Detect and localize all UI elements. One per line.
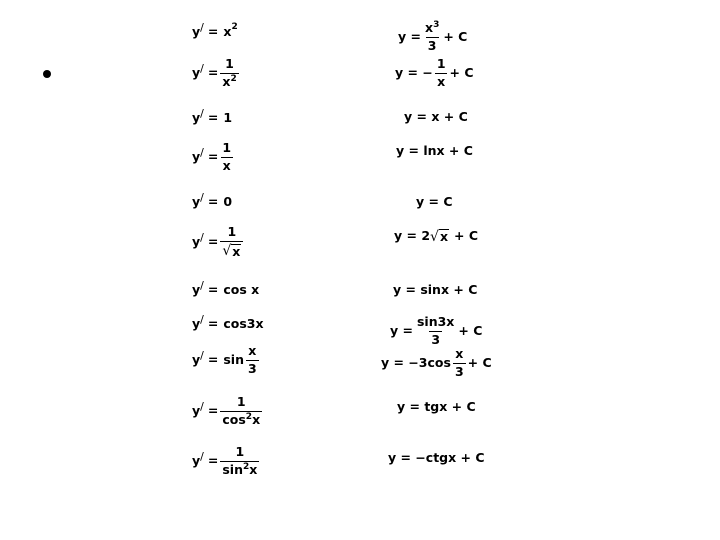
exponent: 2 xyxy=(242,461,250,472)
constant: + C xyxy=(467,354,492,370)
derivative-9 xyxy=(192,345,261,375)
prime-mark: / xyxy=(200,449,204,463)
rhs: 1 xyxy=(223,110,233,125)
antiderivative-1 xyxy=(398,22,467,53)
function-name: sin xyxy=(223,351,244,367)
rhs: x xyxy=(223,24,232,39)
prime-mark: / xyxy=(200,145,204,159)
antiderivative-8 xyxy=(390,316,482,346)
square-root xyxy=(222,244,241,259)
rhs: cos3x xyxy=(223,316,264,331)
numerator: 1 xyxy=(236,394,246,409)
lhs: y = −3cos xyxy=(381,354,451,370)
prime-mark: / xyxy=(200,278,204,292)
denominator xyxy=(220,461,259,477)
lhs: y xyxy=(192,282,201,297)
exponent: 2 xyxy=(230,73,237,84)
equation: y = x + C xyxy=(404,109,468,124)
exponent: 2 xyxy=(245,411,253,422)
numerator: 1 xyxy=(436,56,446,71)
denominator: 3 xyxy=(427,38,437,53)
equation: y = tgx + C xyxy=(397,399,476,414)
bullet-dot xyxy=(43,70,51,78)
equals: = xyxy=(207,194,219,209)
equals: = xyxy=(207,403,219,418)
equals: = xyxy=(207,282,219,297)
denominator: 3 xyxy=(431,331,441,347)
lhs: y xyxy=(192,403,201,418)
denominator: x xyxy=(222,157,231,173)
fraction xyxy=(220,446,259,477)
lhs: y xyxy=(192,316,201,331)
derivative-11 xyxy=(192,446,261,477)
antiderivative-6 xyxy=(394,229,478,244)
equals: = xyxy=(207,148,219,164)
equation: y = lnx + C xyxy=(396,143,473,158)
lhs: y xyxy=(192,110,201,125)
equation: y = C xyxy=(416,194,453,209)
prime-mark: / xyxy=(200,20,204,34)
prime-mark: / xyxy=(200,348,204,362)
radicand: x xyxy=(439,229,449,244)
denominator xyxy=(220,241,243,259)
fraction xyxy=(220,58,238,89)
denominator xyxy=(220,73,238,89)
constant: + C xyxy=(458,322,483,338)
lhs: y xyxy=(192,453,201,468)
lhs: y = − xyxy=(395,64,433,80)
denominator: 3 xyxy=(454,363,464,379)
constant: + C xyxy=(443,29,468,44)
derivative-1 xyxy=(192,20,238,39)
fraction xyxy=(435,58,448,88)
fraction xyxy=(415,316,456,346)
lhs: y xyxy=(192,351,201,367)
lhs: y xyxy=(192,65,201,80)
numerator: x xyxy=(455,346,464,361)
prime-mark: / xyxy=(200,230,204,244)
fraction xyxy=(423,22,441,53)
derivative-8 xyxy=(192,312,264,331)
radicand: x xyxy=(232,243,241,259)
antiderivative-3 xyxy=(404,111,468,124)
constant: + C xyxy=(454,228,479,243)
lhs: y xyxy=(192,233,201,249)
derivative-4 xyxy=(192,142,235,172)
equals: = xyxy=(207,110,219,125)
equals: = xyxy=(207,453,219,468)
derivative-5 xyxy=(192,190,233,209)
lhs: y = 2 xyxy=(394,228,431,243)
fraction xyxy=(453,348,466,378)
equals: = xyxy=(207,351,219,367)
derivative-3 xyxy=(192,106,233,125)
numerator: 1 xyxy=(222,140,232,155)
fraction xyxy=(220,226,243,258)
numerator-base: x xyxy=(424,20,434,35)
antiderivative-5 xyxy=(416,196,453,209)
denominator-function: sin xyxy=(222,461,243,477)
numerator xyxy=(423,22,441,37)
antiderivative-9 xyxy=(381,348,492,378)
derivative-10 xyxy=(192,396,264,427)
antiderivative-7 xyxy=(393,284,477,297)
equals: = xyxy=(207,316,219,331)
numerator: x xyxy=(248,343,257,358)
derivative-7 xyxy=(192,278,260,297)
numerator: sin3x xyxy=(416,314,455,329)
exponent: 2 xyxy=(231,21,238,32)
equation: y = sinx + C xyxy=(393,282,478,297)
fraction xyxy=(246,345,259,375)
equals: = xyxy=(207,65,219,80)
lhs: y xyxy=(192,24,201,39)
numerator: 1 xyxy=(225,56,234,71)
denominator-function: cos xyxy=(222,411,246,427)
derivative-2 xyxy=(192,58,241,89)
prime-mark: / xyxy=(200,312,204,326)
radical-sign: √ xyxy=(222,243,232,259)
lhs: y = xyxy=(390,322,413,338)
denominator-variable: x xyxy=(252,411,261,427)
rhs: cos x xyxy=(223,282,260,297)
derivative-6 xyxy=(192,226,245,258)
exponent: 3 xyxy=(433,20,440,30)
radical-sign: √ xyxy=(430,228,439,245)
fraction xyxy=(220,142,233,172)
antiderivative-10 xyxy=(397,401,476,414)
equals: = xyxy=(207,233,219,249)
prime-mark: / xyxy=(200,190,204,204)
prime-mark: / xyxy=(200,106,204,120)
numerator: 1 xyxy=(235,444,245,459)
constant: + C xyxy=(449,64,474,80)
denominator: x xyxy=(437,73,446,89)
prime-mark: / xyxy=(200,399,204,413)
fraction xyxy=(220,396,262,427)
antiderivative-4 xyxy=(396,145,473,158)
denominator-base: x xyxy=(222,73,231,89)
lhs: y xyxy=(192,194,201,209)
equation: y = −ctgx + C xyxy=(388,450,485,465)
lhs: y = xyxy=(398,29,421,44)
prime-mark: / xyxy=(200,61,204,75)
rhs: 0 xyxy=(223,194,233,209)
antiderivative-2 xyxy=(395,58,474,88)
antiderivative-11 xyxy=(388,452,485,465)
denominator: 3 xyxy=(247,360,257,376)
square-root xyxy=(430,229,449,244)
equals: = xyxy=(207,24,219,39)
denominator-variable: x xyxy=(249,461,258,477)
lhs: y xyxy=(192,148,201,164)
denominator xyxy=(220,411,262,427)
numerator: 1 xyxy=(227,224,237,239)
